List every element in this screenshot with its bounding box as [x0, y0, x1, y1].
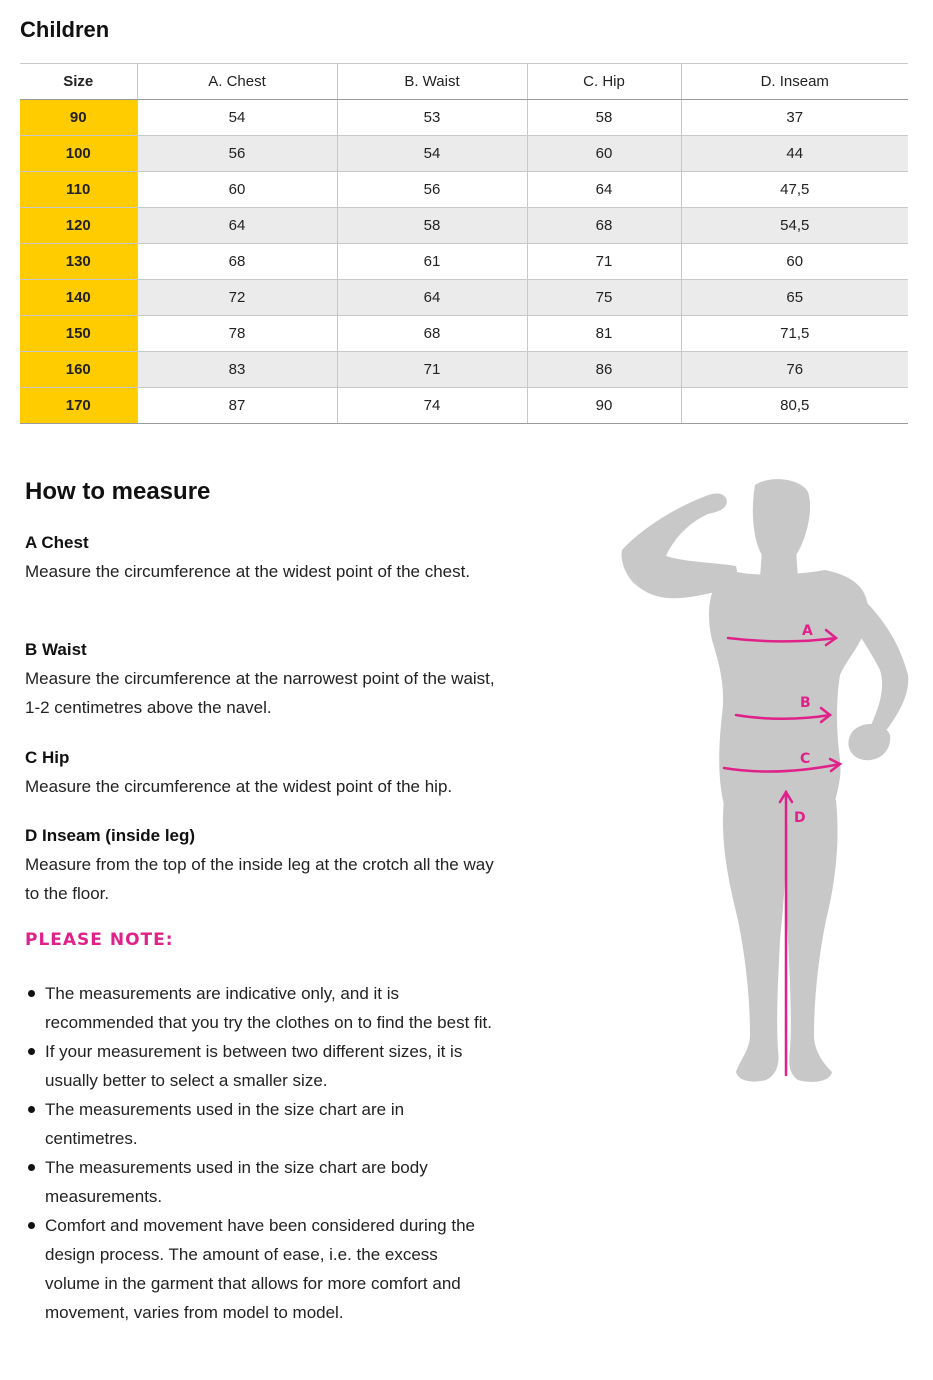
section-title: Children [20, 17, 110, 42]
chest-cell: 56 [137, 136, 337, 172]
size-table [20, 63, 908, 424]
table-row [20, 280, 908, 316]
measure-description: Measure the circumference at the narrowest point of the waist, 1-2 centimetres above the navel. [25, 669, 495, 717]
table-row [20, 136, 908, 172]
chest-cell: 72 [137, 280, 337, 316]
inseam-cell: 65 [681, 280, 908, 316]
measure-description: Measure the circumference at the widest point of the chest. [25, 562, 471, 581]
hip-cell: 90 [527, 388, 681, 424]
notes-list [25, 979, 495, 1327]
measure-hip [25, 743, 495, 801]
size-cell: 160 [20, 352, 137, 388]
table-header-row [20, 64, 908, 100]
waist-cell: 74 [337, 388, 527, 424]
chest-cell: 68 [137, 244, 337, 280]
size-cell: 100 [20, 136, 137, 172]
list-item: The measurements used in the size chart are in centimetres. [25, 1095, 495, 1153]
size-cell: 130 [20, 244, 137, 280]
waist-cell: 58 [337, 208, 527, 244]
inseam-cell: 54,5 [681, 208, 908, 244]
inseam-cell: 71,5 [681, 316, 908, 352]
size-cell: 150 [20, 316, 137, 352]
hip-cell: 86 [527, 352, 681, 388]
header-waist: B. Waist [337, 64, 527, 100]
hip-cell: 71 [527, 244, 681, 280]
inseam-cell: 44 [681, 136, 908, 172]
hip-cell: 58 [527, 100, 681, 136]
size-cell: 90 [20, 100, 137, 136]
inseam-cell: 76 [681, 352, 908, 388]
inseam-cell: 60 [681, 244, 908, 280]
table-row [20, 100, 908, 136]
body-silhouette-icon [600, 470, 920, 1095]
how-to-measure-title: How to measure [25, 478, 211, 505]
table-row [20, 388, 908, 424]
label-a: A [802, 623, 813, 639]
chest-cell: 83 [137, 352, 337, 388]
measure-description: Measure from the top of the inside leg at the crotch all the way to the floor. [25, 855, 494, 903]
chest-cell: 64 [137, 208, 337, 244]
header-inseam: D. Inseam [681, 64, 908, 100]
inseam-cell: 47,5 [681, 172, 908, 208]
measure-chest [25, 528, 495, 586]
waist-cell: 64 [337, 280, 527, 316]
waist-cell: 54 [337, 136, 527, 172]
chest-cell: 87 [137, 388, 337, 424]
table-row [20, 208, 908, 244]
hip-cell: 81 [527, 316, 681, 352]
header-hip: C. Hip [527, 64, 681, 100]
hip-cell: 75 [527, 280, 681, 316]
table-row [20, 316, 908, 352]
waist-cell: 71 [337, 352, 527, 388]
waist-cell: 53 [337, 100, 527, 136]
hip-cell: 68 [527, 208, 681, 244]
chest-cell: 60 [137, 172, 337, 208]
measure-label: D Inseam (inside leg) [25, 826, 196, 845]
hip-cell: 60 [527, 136, 681, 172]
measure-label: C Hip [25, 748, 70, 767]
chest-cell: 78 [137, 316, 337, 352]
label-b: B [800, 695, 811, 711]
waist-cell: 68 [337, 316, 527, 352]
measure-description: Measure the circumference at the widest point of the hip. [25, 777, 453, 796]
label-c: C [800, 751, 811, 767]
header-size: Size [20, 64, 137, 100]
label-d: D [794, 810, 806, 826]
measure-inseam [25, 821, 495, 908]
measure-waist [25, 635, 495, 722]
list-item: The measurements are indicative only, and it is recommended that you try the clothes on to find the best fit. [25, 979, 495, 1037]
size-cell: 170 [20, 388, 137, 424]
size-cell: 140 [20, 280, 137, 316]
table-row [20, 172, 908, 208]
list-item: Comfort and movement have been considered during the design process. The amount of ease, i.e. the excess volume in the garment that allows for more comfort and movement, varies from model to model. [25, 1211, 495, 1327]
measure-label: B Waist [25, 640, 87, 659]
list-item: If your measurement is between two different sizes, it is usually better to select a smaller size. [25, 1037, 495, 1095]
size-cell: 110 [20, 172, 137, 208]
measure-label: A Chest [25, 533, 89, 552]
chest-cell: 54 [137, 100, 337, 136]
hip-cell: 64 [527, 172, 681, 208]
waist-cell: 56 [337, 172, 527, 208]
table-row [20, 244, 908, 280]
table-row [20, 352, 908, 388]
waist-cell: 61 [337, 244, 527, 280]
inseam-cell: 80,5 [681, 388, 908, 424]
list-item: The measurements used in the size chart are body measurements. [25, 1153, 495, 1211]
size-cell: 120 [20, 208, 137, 244]
header-chest: A. Chest [137, 64, 337, 100]
please-note-title: PLEASE NOTE: [25, 930, 174, 950]
inseam-cell: 37 [681, 100, 908, 136]
